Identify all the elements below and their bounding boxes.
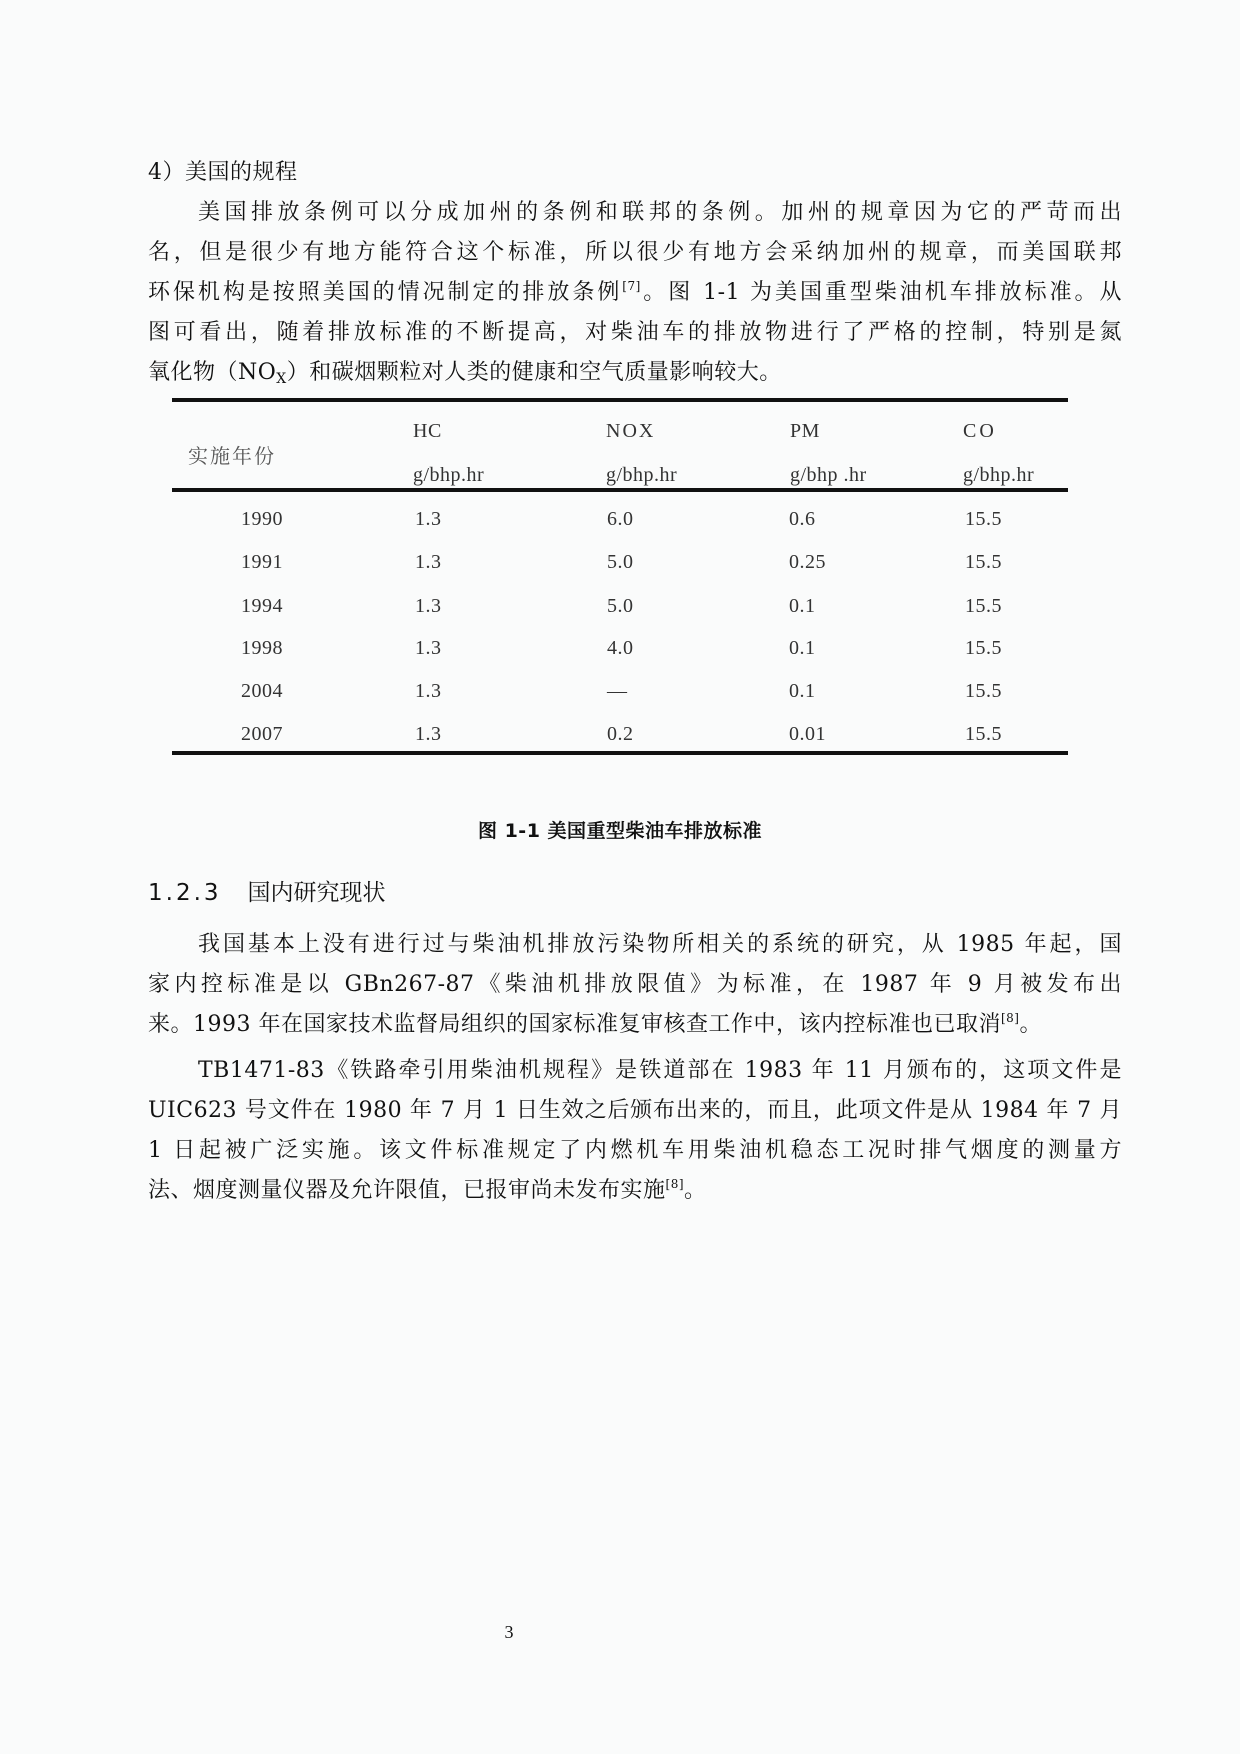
table-bottom-rule (172, 751, 1068, 755)
paragraph-line: 1 日起被广泛实施。该文件标准规定了内燃机车用柴油机稳态工况时排气烟度的测量方 (148, 1138, 1122, 1163)
table-header-hc-unit: g/bhp.hr (413, 464, 485, 486)
paragraph-line: 环保机构是按照美国的情况制定的排放条例[7]。图 1-1 为美国重型柴油机车排放标准。从 (148, 279, 1122, 305)
page-number: 3 (504, 1622, 514, 1642)
paragraph-line: 氧化物$(NO_X)$和碳烟颗粒对人类的健康和空气质量影响较大。 (148, 360, 782, 387)
paragraph-line: UIC623 号文件在 1980 年 7 月 1 日生效之后颁布出来的，而且，此项文件是从 1984 年 7 月 (148, 1098, 1122, 1123)
table-header-rule (172, 488, 1068, 492)
table-header-hc: HC (413, 420, 442, 442)
section-title: 国内研究现状 (247, 880, 386, 906)
table-header-co: CO (963, 420, 997, 442)
table-header-pm-unit: g/bhp .hr (790, 464, 867, 486)
table-top-rule (172, 398, 1068, 402)
section-number: 1.2.3 (148, 880, 222, 906)
paragraph-line: 图可看出，随着排放标准的不断提高，对柴油车的排放物进行了严格的控制，特别是氮 (148, 320, 1122, 345)
citation: [8] (1000, 1011, 1020, 1025)
table-header-year: 实施年份 (188, 444, 276, 468)
citation: [8] (665, 1177, 685, 1191)
paragraph-line: 名，但是很少有地方能符合这个标准，所以很少有地方会采纳加州的规章，而美国联邦 (148, 240, 1122, 265)
table-header-co-unit: g/bhp.hr (963, 464, 1035, 486)
paragraph-line: 美国排放条例可以分成加州的条例和联邦的条例。加州的规章因为它的严苛而出 (198, 200, 1122, 225)
table-header-nox-unit: g/bhp.hr (606, 464, 678, 486)
paragraph-line: TB1471-83《铁路牵引用柴油机规程》是铁道部在 1983 年 11 月颁布的，这项文件是 (198, 1058, 1122, 1083)
paragraph-line: 家内控标准是以 GBn267-87《柴油机排放限值》为标准，在 1987 年 9 月被发布出 (148, 972, 1122, 997)
section-heading (148, 874, 386, 907)
subsection-title: 4）美国的规程 (148, 160, 298, 185)
paragraph-line: 来。1993 年在国家技术监督局组织的国家标准复审核查工作中，该内控标准也已取消[8]。 (148, 1011, 1042, 1037)
paragraph-line: 法、烟度测量仪器及允许限值，已报审尚未发布实施[8]。 (148, 1177, 707, 1203)
citation: [7] (622, 279, 641, 293)
figure-caption: 图 1-1 美国重型柴油车排放标准 (477, 820, 763, 842)
table-header-nox: NOX (606, 420, 656, 442)
paragraph-line: 我国基本上没有进行过与柴油机排放污染物所相关的系统的研究，从 1985 年起，国 (198, 932, 1122, 957)
table-header-pm: PM (790, 420, 820, 442)
